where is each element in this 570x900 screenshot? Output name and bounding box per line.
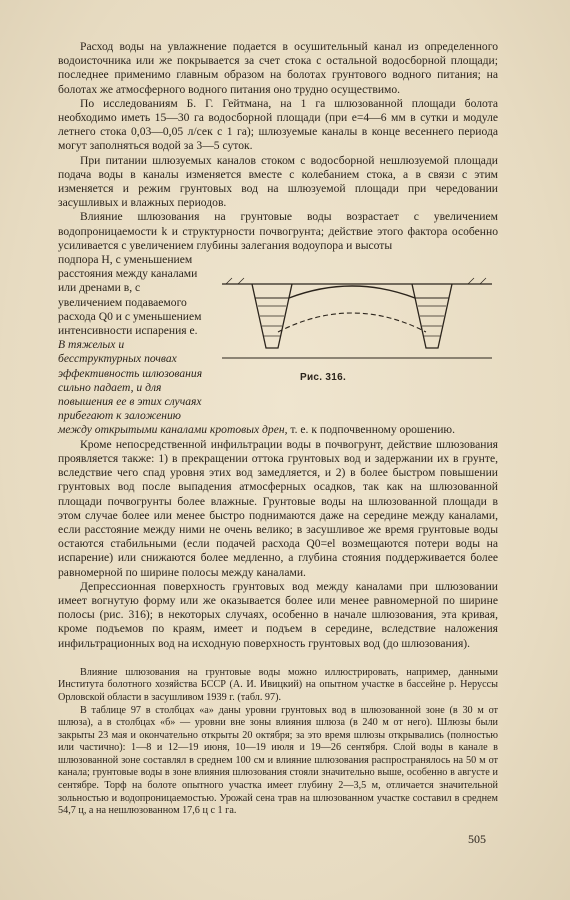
paragraph-4-end bbox=[58, 423, 498, 437]
paragraph-6: Депрессионная поверхность грунтовых вод между каналами при шлюзовании имеет вогнутую форму или же оказывается более или менее равномерной по ширине полосы (рис. 316); в некоторых случаях, особенно в начале шлюзования, эта кривая, кроме подъемов по краям, имеет и подъем в середине, вследствие наложения инфильтрационных вод на исходную поверхность грунтовых вод (до шлюзования). bbox=[58, 579, 498, 650]
figure-caption: Рис. 316. bbox=[300, 372, 347, 383]
paragraph-4-italic-tail: между открытыми каналами кротовых дрен, bbox=[58, 423, 288, 437]
groundwater-curve-sluiced bbox=[289, 286, 415, 298]
paragraph-2: По исследованиям Б. Г. Гейтмана, на 1 га шлюзованной площади болота необходимо иметь 15—30 га водосборной площади (при e=4—6 мм в сутки и модуле летнего стока 0,03—0,05 л/сек с 1 га); шлюзуемые каналы в конце весеннего периода могут заполняться водой за 3—5 суток. bbox=[58, 96, 498, 153]
paragraph-4-wrapped bbox=[58, 253, 206, 423]
groundwater-curve-initial bbox=[278, 313, 426, 332]
small-paragraph-1: Влияние шлюзования на грунтовые воды можно иллюстрировать, например, данными Института болотного хозяйства БССР (А. И. Ивицкий) на опытном участке в бассейне р. Неруссы Орловской области в засушливом 1939 г. (табл. 97). bbox=[58, 666, 498, 703]
paragraph-5: Кроме непосредственной инфильтрации воды в почвогрунт, действие шлюзования проявляется также: 1) в прекращении оттока грунтовых вод и задержании их в грунте, вследствие чего спад уровня этих вод замедляется, и 2) в более быстром повышении грунтовых вод после выпадения атмосферных осадков, так как на шлюзованной площади почвогрунты более влажные. Грунтовые воды на шлюзованной площади в этом случае более или менее быстро поднимаются даже на середине между каналами, если расстояние между ними не очень велико; в засушливое же время грунтовые воды остаются стабильными (если подачей расхода Q0=el возмещаются потери воды на испарение) или снижаются более медленно, а глубина стояния поддерживается более равномерной по ширине полосы между каналами. bbox=[58, 437, 498, 579]
paragraph-4-wrap-text: подпора H, с уменьшением расстояния между каналами или дренами в, с увеличением подаваемого расхода Q0 и с уменьшением интенсивности испарения e. bbox=[58, 253, 202, 338]
paragraph-3: При питании шлюзуемых каналов стоком с водосборной нешлюзуемой площади подача воды в каналы изменяется вместе с колебанием стока, а в связи с этим изменяется и режим грунтовых вод на шлюзуемой площади при чередовании засушливых и влажных периодов. bbox=[58, 153, 498, 210]
paragraph-4-italic-wrap: В тяжелых и бесструктурных почвах эффективность шлюзования сильно падает, и для повышения ее в этих случаях прибегают к заложению bbox=[58, 338, 203, 423]
paragraph-1: Расход воды на увлажнение подается в осушительный канал из определенного водоисточника или же покрывается за счет стока с остальной водосборной площади; последнее применимо главным образом на болотах грунтового водного питания; на болотах же атмосферного водного питания оно трудно осуществимо. bbox=[58, 40, 498, 96]
paragraph-4-tail: т. е. к подпочвенному орошению. bbox=[290, 423, 455, 437]
main-text-top bbox=[58, 40, 498, 818]
page-number: 505 bbox=[468, 832, 486, 846]
figure-316-drawing bbox=[222, 276, 492, 372]
ground-hatch bbox=[226, 278, 232, 284]
paragraph-4-start: Влияние шлюзования на грунтовые воды возрастает с увеличением водопроницаемости k и структурности почвогрунта; действие этого фактора особенно усиливается с увеличением глубины залегания водоупора и высоты bbox=[58, 210, 498, 252]
small-paragraph-2: В таблице 97 в столбцах «а» даны уровни грунтовых вод в шлюзованной зоне (в 30 м от шлюза), а в столбцах «б» — уровни вне зоны влияния шлюза (в 240 м от него). Шлюзы были закрыты 23 мая и окончательно открыты 20 октября; за это время шлюзы открывались (полностью или частично): 1—8 и 12—19 июня, 10—19 июля и 19—26 сентября. Слой воды в канале в шлюзованной зоне составлял в среднем 100 см и влияние шлюзования распространялось на 50 м от канала; грунтовые воды в зоне влияния шлюзования стояли значительно выше, особенно в августе и сентябре. Торф на болоте опытного участка имеет глубину 2—3,5 м, отличается значительной зольностью и водопроницаемостью. Урожай сена трав на шлюзованном участке составил в среднем 54,7 ц, а на нешлюзованном 17,6 ц с 1 га. bbox=[58, 704, 498, 817]
